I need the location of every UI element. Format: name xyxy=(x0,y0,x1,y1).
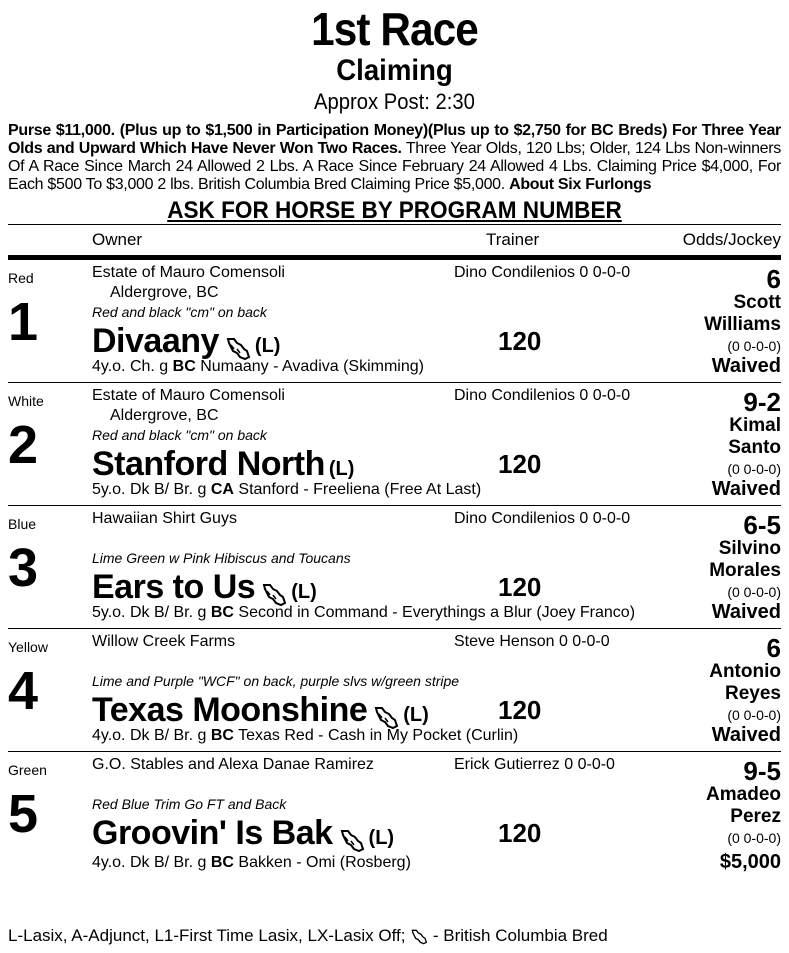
jockey-last-name: Morales xyxy=(709,560,781,581)
horse-list xyxy=(0,260,789,878)
pedigree xyxy=(92,854,411,872)
morning-line-odds: 9-5 xyxy=(743,756,781,786)
trainer-header: Trainer xyxy=(486,230,540,249)
silks: Lime and Purple "WCF" on back, purple slvs w/green stripe xyxy=(92,673,460,689)
bred-location: CA xyxy=(210,481,234,498)
owner: G.O. Stables and Alexa Danae Ramirez xyxy=(92,756,374,773)
odds-jockey-header: Odds/Jockey xyxy=(682,230,781,249)
silks: Red and black "cm" on back xyxy=(92,427,267,443)
saddlecloth-color: White xyxy=(8,393,44,409)
medication: (L) xyxy=(254,335,281,357)
claim-price: $5,000 xyxy=(719,851,781,873)
claim-price: Waived xyxy=(711,355,781,377)
race-type: Claiming xyxy=(336,54,453,87)
saddlecloth-color: Green xyxy=(8,762,47,778)
race-card xyxy=(0,4,789,953)
jockey-first-name: Silvino xyxy=(718,538,781,559)
sire-dam: Texas Red - Cash in My Pocket (Curlin) xyxy=(233,727,519,744)
horse-entry xyxy=(8,383,781,506)
footer-legend xyxy=(8,926,608,946)
medication: (L) xyxy=(291,581,317,603)
weight: 120 xyxy=(498,449,542,479)
pedigree xyxy=(92,727,518,745)
bred-location: BC xyxy=(210,604,234,621)
program-number: 5 xyxy=(8,784,39,844)
horse-name-text: Groovin' Is Bak xyxy=(92,814,333,852)
pedigree xyxy=(92,481,481,499)
bc-map-icon xyxy=(261,577,287,601)
horse-name-text: Ears to Us xyxy=(92,568,256,606)
claim-price: Waived xyxy=(711,478,781,500)
bc-map-icon xyxy=(225,331,251,355)
silks: Red and black "cm" on back xyxy=(92,304,267,320)
jockey-record: (0 0-0-0) xyxy=(727,461,781,477)
horse-entry xyxy=(8,260,781,383)
medication: (L) xyxy=(368,827,395,849)
bc-map-icon xyxy=(339,823,365,847)
owner: Estate of Mauro Comensoli xyxy=(92,387,285,404)
sire-dam: Numaany - Avadiva (Skimming) xyxy=(195,358,424,375)
bred-location: BC xyxy=(210,854,234,871)
jockey-last-name: Perez xyxy=(730,806,781,827)
horse-entry xyxy=(8,752,781,878)
age-sex: 5y.o. Dk B/ Br. g xyxy=(92,604,211,621)
sire-dam: Second in Command - Everythings a Blur (Joey Franco) xyxy=(233,604,636,621)
sire-dam: Bakken - Omi (Rosberg) xyxy=(233,854,411,871)
morning-line-odds: 6 xyxy=(766,633,781,663)
saddlecloth-color: Red xyxy=(8,270,34,286)
program-number: 4 xyxy=(8,661,39,721)
owner: Estate of Mauro Comensoli xyxy=(92,264,285,281)
saddlecloth-color: Blue xyxy=(8,516,37,532)
horse-name-text: Stanford North xyxy=(92,445,325,483)
program-number: 2 xyxy=(8,415,39,475)
owner-location: Aldergrove, BC xyxy=(110,407,219,424)
race-conditions xyxy=(8,122,781,194)
jockey-first-name: Scott xyxy=(733,292,781,313)
conditions-bold: Purse $11,000. (Plus up to $1,500 in Participation Money)(Plus up to $2,750 for BC Breds) For Three Year Olds and Upward Which Have Never Won Two Races. xyxy=(8,122,781,157)
pedigree xyxy=(92,604,635,622)
program-number: 3 xyxy=(8,538,39,598)
bred-location: BC xyxy=(172,358,196,375)
morning-line-odds: 9-2 xyxy=(743,387,781,417)
program-number: 1 xyxy=(8,292,39,352)
medication: (L) xyxy=(328,458,355,480)
post-time: Approx Post: 2:30 xyxy=(314,89,475,114)
owner: Willow Creek Farms xyxy=(92,633,236,650)
horse-entry xyxy=(8,506,781,629)
column-headers xyxy=(8,224,781,255)
claim-price: Waived xyxy=(711,724,781,746)
race-title: 1st Race xyxy=(311,3,478,55)
sire-dam: Stanford - Freeliena (Free At Last) xyxy=(233,481,482,498)
trainer: Dino Condilenios 0 0-0-0 xyxy=(454,510,631,527)
jockey-record: (0 0-0-0) xyxy=(727,338,781,354)
jockey-last-name: Santo xyxy=(728,437,781,458)
silks: Red Blue Trim Go FT and Back xyxy=(92,796,287,812)
silks: Lime Green w Pink Hibiscus and Toucans xyxy=(92,550,351,566)
horse-name-text: Texas Moonshine xyxy=(92,691,368,729)
conditions-text: Three Year Olds, 120 Lbs; Older, 124 Lbs Non-winners Of A Race Since March 24 Allowed 2 Lbs. A Race Since February 24 Allowed 4 Lbs. Claiming Price $4,000, For Each $500 To $3,000 2 lbs. British Columbia Bred Claiming Price $5,000. xyxy=(8,140,781,193)
owner: Hawaiian Shirt Guys xyxy=(92,510,237,527)
jockey-last-name: Williams xyxy=(704,314,781,335)
bc-map-icon xyxy=(373,700,399,724)
ask-banner: ASK FOR HORSE BY PROGRAM NUMBER xyxy=(167,197,622,224)
morning-line-odds: 6 xyxy=(766,264,781,294)
owner-header: Owner xyxy=(92,230,143,249)
weight: 120 xyxy=(498,818,542,848)
morning-line-odds: 6-5 xyxy=(743,510,781,540)
horse-name-text: Divaany xyxy=(92,322,219,360)
age-sex: 5y.o. Dk B/ Br. g xyxy=(92,481,211,498)
jockey-first-name: Amadeo xyxy=(706,784,781,805)
trainer: Dino Condilenios 0 0-0-0 xyxy=(454,387,631,404)
jockey-record: (0 0-0-0) xyxy=(727,584,781,600)
age-sex: 4y.o. Ch. g xyxy=(92,358,173,375)
weight: 120 xyxy=(498,326,542,356)
weight: 120 xyxy=(498,572,542,602)
jockey-first-name: Kimal xyxy=(729,415,781,436)
bc-map-icon xyxy=(410,929,428,945)
jockey-record: (0 0-0-0) xyxy=(727,830,781,846)
claim-price: Waived xyxy=(711,601,781,623)
trainer: Steve Henson 0 0-0-0 xyxy=(454,633,610,650)
horse-name xyxy=(92,814,394,857)
bred-location: BC xyxy=(210,727,234,744)
legend-text-b: - British Columbia Bred xyxy=(428,926,608,945)
legend-text-a: L-Lasix, A-Adjunct, L1-First Time Lasix, LX-Lasix Off; xyxy=(8,926,411,945)
trainer: Erick Gutierrez 0 0-0-0 xyxy=(454,756,615,773)
pedigree xyxy=(92,358,424,376)
age-sex: 4y.o. Dk B/ Br. g xyxy=(92,727,211,744)
age-sex: 4y.o. Dk B/ Br. g xyxy=(92,854,211,871)
race-distance: About Six Furlongs xyxy=(509,176,652,193)
jockey-first-name: Antonio xyxy=(709,661,781,682)
jockey-last-name: Reyes xyxy=(725,683,781,704)
owner-location: Aldergrove, BC xyxy=(110,284,219,301)
horse-entry xyxy=(8,629,781,752)
weight: 120 xyxy=(498,695,542,725)
trainer: Dino Condilenios 0 0-0-0 xyxy=(454,264,631,281)
medication: (L) xyxy=(403,704,429,726)
jockey-record: (0 0-0-0) xyxy=(727,707,781,723)
saddlecloth-color: Yellow xyxy=(8,639,48,655)
